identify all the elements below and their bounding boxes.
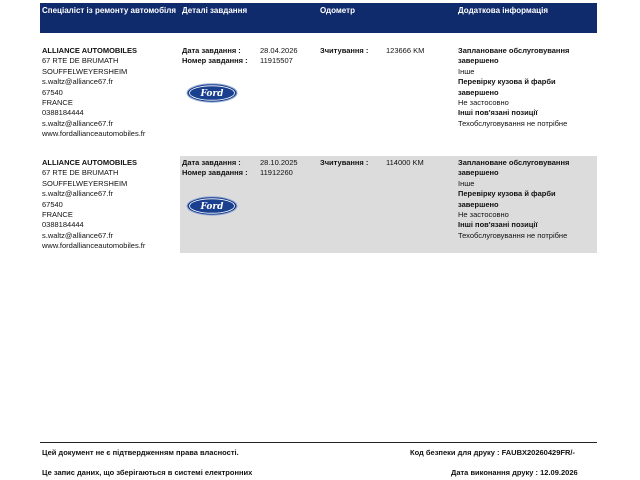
- table-row: [40, 44, 597, 147]
- task-date-value: 28.10.2025: [260, 158, 298, 167]
- header-repairer: Спеціаліст із ремонту автомобіля: [42, 6, 176, 15]
- header-task-details: Деталі завдання: [182, 6, 248, 15]
- security-code: Код безпеки для друку : FAUBX20260429FR/-: [410, 448, 575, 457]
- info-line: завершено: [458, 199, 499, 209]
- info-line: завершено: [458, 168, 499, 178]
- ownership-disclaimer: Цей документ не є підтвердженням права власності.: [42, 448, 239, 457]
- task-cell: [180, 156, 318, 253]
- info-line: Інші пов'язані позиції: [458, 220, 538, 230]
- svg-text:Ford: Ford: [200, 202, 224, 213]
- table-header: [40, 3, 597, 33]
- task-number-label: Номер завдання :: [182, 56, 248, 66]
- header-odometer: Одометр: [320, 6, 355, 15]
- odometer-cell: [318, 44, 456, 147]
- dealer-email-2[interactable]: s.waltz@alliance67.fr: [42, 230, 113, 240]
- dealer-email[interactable]: s.waltz@alliance67.fr: [42, 189, 113, 199]
- task-date-label: Дата завдання :: [182, 46, 241, 55]
- dealer-zip: 67540: [42, 87, 63, 97]
- svg-text:Ford: Ford: [200, 89, 224, 100]
- odometer-label: Зчитування :: [320, 46, 369, 55]
- info-cell: [456, 44, 597, 147]
- dealer-cell: [40, 44, 180, 147]
- ford-logo-icon: [186, 83, 238, 103]
- header-additional-info: Додаткова інформація: [458, 6, 548, 15]
- task-date-label: Дата завдання :: [182, 158, 241, 167]
- dealer-website[interactable]: www.fordallianceautomobiles.fr: [42, 129, 146, 139]
- dealer-name: ALLIANCE AUTOMOBILES: [42, 46, 137, 55]
- print-date: Дата виконання друку : 12.09.2026: [451, 468, 578, 477]
- dealer-zip: 67540: [42, 199, 63, 209]
- info-line: Інше: [458, 66, 475, 76]
- info-line: Інше: [458, 178, 475, 188]
- footer-divider: [40, 442, 597, 443]
- service-history-table: [40, 3, 597, 253]
- ford-logo-icon: [186, 196, 238, 216]
- record-notice: Це запис даних, що зберігаються в системі електронних: [42, 468, 253, 477]
- odometer-value: 123666 KM: [386, 46, 425, 55]
- odometer-cell: [318, 156, 456, 253]
- dealer-street: 67 RTE DE BRUMATH: [42, 168, 119, 178]
- dealer-phone: 0388184444: [42, 220, 84, 230]
- dealer-street: 67 RTE DE BRUMATH: [42, 56, 119, 66]
- info-line: Інші пов'язані позиції: [458, 108, 538, 118]
- dealer-country: FRANCE: [42, 98, 73, 108]
- dealer-country: FRANCE: [42, 210, 73, 220]
- info-line: завершено: [458, 87, 499, 97]
- info-line: Заплановане обслуговування: [458, 158, 570, 167]
- dealer-email-2[interactable]: s.waltz@alliance67.fr: [42, 118, 113, 128]
- info-line: завершено: [458, 56, 499, 66]
- odometer-value: 114000 KM: [386, 158, 424, 167]
- odometer-label: Зчитування :: [320, 158, 369, 167]
- task-number-label: Номер завдання :: [182, 168, 248, 178]
- dealer-website[interactable]: www.fordallianceautomobiles.fr: [42, 241, 146, 251]
- dealer-name: ALLIANCE AUTOMOBILES: [42, 158, 137, 167]
- dealer-cell: [40, 156, 180, 253]
- task-number-value: 11915507: [260, 56, 293, 66]
- dealer-city: SOUFFELWEYERSHEIM: [42, 178, 128, 188]
- info-line: Техобслуговування не потрібне: [458, 118, 568, 128]
- info-line: Не застосовно: [458, 98, 509, 108]
- info-cell: [456, 156, 597, 253]
- task-cell: [180, 44, 318, 147]
- info-line: Перевірку кузова й фарби: [458, 189, 556, 199]
- table-row: [40, 156, 597, 253]
- info-line: Заплановане обслуговування: [458, 46, 570, 55]
- info-line: Не застосовно: [458, 210, 509, 220]
- dealer-phone: 0388184444: [42, 108, 84, 118]
- dealer-city: SOUFFELWEYERSHEIM: [42, 66, 128, 76]
- info-line: Техобслуговування не потрібне: [458, 230, 568, 240]
- task-date-value: 28.04.2026: [260, 46, 298, 55]
- dealer-email[interactable]: s.waltz@alliance67.fr: [42, 77, 113, 87]
- info-line: Перевірку кузова й фарби: [458, 77, 556, 87]
- task-number-value: 11912260: [260, 168, 293, 178]
